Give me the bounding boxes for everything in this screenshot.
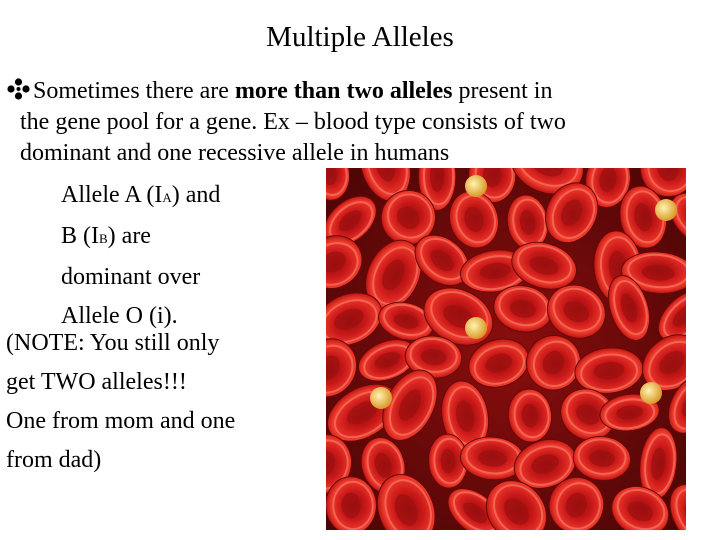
allele-description: [61, 176, 220, 336]
bullet-line-3: dominant and one recessive allele in humans: [20, 140, 450, 166]
note-line: get TWO alleles!!!: [6, 369, 187, 395]
red-blood-cells-photo: [326, 168, 686, 530]
note-line: (NOTE: You still only: [6, 330, 220, 356]
note-line: from dad): [6, 447, 102, 473]
bullet-text-suffix: present in: [452, 78, 553, 104]
allele-line-4: Allele O (i).: [61, 303, 178, 329]
allele-line-1: [61, 176, 220, 217]
allele-a-text: Allele A (I: [61, 182, 163, 208]
allele-b-text: B (I: [61, 223, 99, 249]
allele-a-tail: ) and: [171, 182, 221, 208]
platelet: [465, 317, 487, 339]
platelet: [655, 199, 677, 221]
bullet-paragraph: [6, 76, 711, 169]
platelet: [465, 175, 487, 197]
allele-b-subscript: B: [99, 231, 108, 246]
platelet: [640, 382, 662, 404]
diamond-bullet-icon: [6, 78, 31, 100]
bullet-line-1: [6, 76, 711, 107]
allele-a-subscript: A: [162, 190, 172, 205]
red-blood-cells-image: [326, 168, 686, 530]
bullet-text-prefix: Sometimes there are: [33, 78, 235, 104]
allele-line-2: [61, 217, 220, 258]
note-paragraph: [6, 324, 235, 480]
bullet-line-2: the gene pool for a gene. Ex – blood type consists of two: [20, 109, 566, 135]
allele-line-3: dominant over: [61, 264, 201, 290]
note-line: One from mom and one: [6, 408, 236, 434]
bullet-text-bold: more than two alleles: [234, 78, 453, 104]
platelet: [370, 387, 392, 409]
allele-b-tail: ) are: [107, 223, 151, 249]
slide-title: Multiple Alleles: [266, 21, 454, 53]
